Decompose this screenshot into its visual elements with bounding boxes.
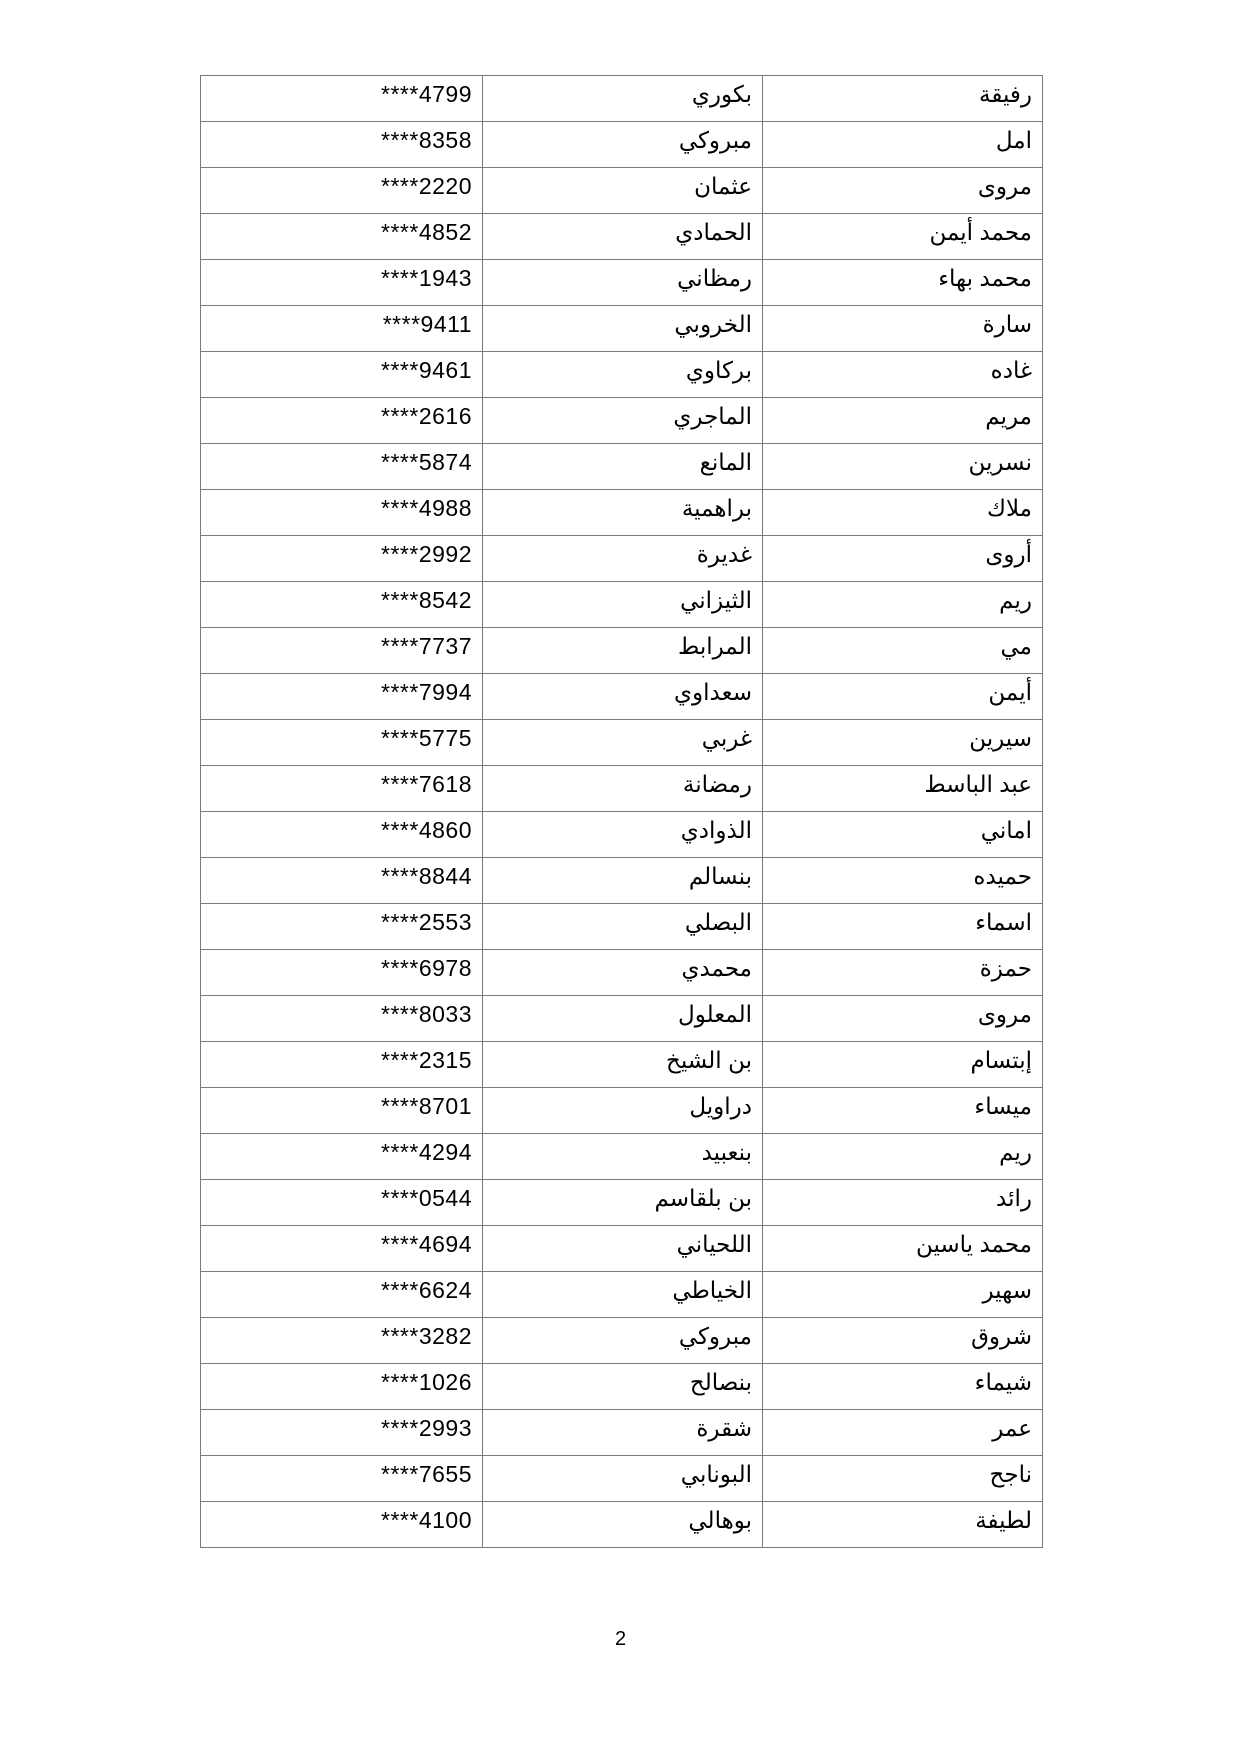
id-code-text: ****9461: [381, 357, 472, 383]
first-name-cell: ميساء: [763, 1088, 1043, 1134]
id-code-text: ****6978: [381, 955, 472, 981]
id-code-text: ****4100: [381, 1507, 472, 1533]
id-code-text: ****7655: [381, 1461, 472, 1487]
last-name-cell: الذوادي: [483, 812, 763, 858]
id-code-cell: [201, 1318, 483, 1364]
first-name-cell: نسرين: [763, 444, 1043, 490]
first-name-cell: رائد: [763, 1180, 1043, 1226]
id-code-text: ****4860: [381, 817, 472, 843]
first-name-cell: ريم: [763, 582, 1043, 628]
last-name-cell: براهمية: [483, 490, 763, 536]
table-row: [201, 904, 1043, 950]
id-code-text: ****8844: [381, 863, 472, 889]
id-code-text: ****4694: [381, 1231, 472, 1257]
last-name-cell: غربي: [483, 720, 763, 766]
table-row: [201, 76, 1043, 122]
last-name-cell: اللحياني: [483, 1226, 763, 1272]
table-row: [201, 306, 1043, 352]
table-row: [201, 858, 1043, 904]
table-row: [201, 1456, 1043, 1502]
id-code-text: ****5874: [381, 449, 472, 475]
first-name-cell: ناجح: [763, 1456, 1043, 1502]
last-name-cell: الثيزاني: [483, 582, 763, 628]
id-code-cell: [201, 76, 483, 122]
last-name-cell: بركاوي: [483, 352, 763, 398]
table-row: [201, 582, 1043, 628]
id-code-text: ****7994: [381, 679, 472, 705]
first-name-cell: اماني: [763, 812, 1043, 858]
page-number: 2: [614, 1628, 627, 1650]
table-row: [201, 1502, 1043, 1548]
id-code-cell: [201, 812, 483, 858]
id-code-text: ****7618: [381, 771, 472, 797]
id-code-text: ****0544: [381, 1185, 472, 1211]
table-row: [201, 1272, 1043, 1318]
id-code-text: ****3282: [381, 1323, 472, 1349]
first-name-cell: ريم: [763, 1134, 1043, 1180]
last-name-cell: بكوري: [483, 76, 763, 122]
table-row: [201, 950, 1043, 996]
id-code-text: ****9411: [382, 311, 472, 337]
id-code-cell: [201, 996, 483, 1042]
table-row: [201, 444, 1043, 490]
id-code-cell: [201, 674, 483, 720]
first-name-cell: محمد بهاء: [763, 260, 1043, 306]
table-row: [201, 1364, 1043, 1410]
last-name-cell: بوهالي: [483, 1502, 763, 1548]
id-code-cell: [201, 1042, 483, 1088]
id-code-cell: [201, 1134, 483, 1180]
id-code-cell: [201, 1180, 483, 1226]
id-code-cell: [201, 1088, 483, 1134]
last-name-cell: الخروبي: [483, 306, 763, 352]
id-code-cell: [201, 582, 483, 628]
id-code-text: ****6624: [381, 1277, 472, 1303]
last-name-cell: المعلول: [483, 996, 763, 1042]
id-code-text: ****1943: [381, 265, 472, 291]
first-name-cell: حميده: [763, 858, 1043, 904]
id-code-cell: [201, 904, 483, 950]
last-name-cell: محمدي: [483, 950, 763, 996]
id-code-cell: [201, 766, 483, 812]
first-name-cell: مريم: [763, 398, 1043, 444]
table-row: [201, 1134, 1043, 1180]
first-name-cell: أروى: [763, 536, 1043, 582]
id-code-cell: [201, 720, 483, 766]
names-table-body: [201, 76, 1043, 1548]
first-name-cell: ملاك: [763, 490, 1043, 536]
id-code-cell: [201, 398, 483, 444]
id-code-cell: [201, 1410, 483, 1456]
id-code-text: ****2993: [381, 1415, 472, 1441]
id-code-cell: [201, 1502, 483, 1548]
id-code-cell: [201, 628, 483, 674]
last-name-cell: بنسالم: [483, 858, 763, 904]
first-name-cell: عبد الباسط: [763, 766, 1043, 812]
first-name-cell: إبتسام: [763, 1042, 1043, 1088]
last-name-cell: مبروكي: [483, 1318, 763, 1364]
id-code-cell: [201, 1226, 483, 1272]
last-name-cell: رمظاني: [483, 260, 763, 306]
first-name-cell: عمر: [763, 1410, 1043, 1456]
table-row: [201, 352, 1043, 398]
table-row: [201, 996, 1043, 1042]
first-name-cell: لطيفة: [763, 1502, 1043, 1548]
id-code-cell: [201, 444, 483, 490]
first-name-cell: سيرين: [763, 720, 1043, 766]
last-name-cell: سعداوي: [483, 674, 763, 720]
table-row: [201, 168, 1043, 214]
first-name-cell: سارة: [763, 306, 1043, 352]
id-code-cell: [201, 536, 483, 582]
table-row: [201, 1088, 1043, 1134]
table-row: [201, 1226, 1043, 1272]
first-name-cell: رفيقة: [763, 76, 1043, 122]
table-row: [201, 536, 1043, 582]
first-name-cell: غاده: [763, 352, 1043, 398]
first-name-cell: محمد ياسين: [763, 1226, 1043, 1272]
table-row: [201, 1410, 1043, 1456]
last-name-cell: بنعبيد: [483, 1134, 763, 1180]
id-code-text: ****8033: [381, 1001, 472, 1027]
id-code-cell: [201, 352, 483, 398]
first-name-cell: شيماء: [763, 1364, 1043, 1410]
table-row: [201, 398, 1043, 444]
table-row: [201, 490, 1043, 536]
last-name-cell: البونابي: [483, 1456, 763, 1502]
last-name-cell: البصلي: [483, 904, 763, 950]
first-name-cell: اسماء: [763, 904, 1043, 950]
first-name-cell: مروى: [763, 996, 1043, 1042]
last-name-cell: المانع: [483, 444, 763, 490]
first-name-cell: سهير: [763, 1272, 1043, 1318]
id-code-text: ****2553: [381, 909, 472, 935]
id-code-cell: [201, 1364, 483, 1410]
id-code-cell: [201, 168, 483, 214]
last-name-cell: غديرة: [483, 536, 763, 582]
table-row: [201, 674, 1043, 720]
last-name-cell: بنصالح: [483, 1364, 763, 1410]
table-row: [201, 766, 1043, 812]
id-code-text: ****4988: [381, 495, 472, 521]
id-code-cell: [201, 950, 483, 996]
id-code-cell: [201, 1456, 483, 1502]
id-code-text: ****2315: [381, 1047, 472, 1073]
names-table: [200, 75, 1043, 1548]
id-code-cell: [201, 306, 483, 352]
table-row: [201, 812, 1043, 858]
id-code-text: ****8542: [381, 587, 472, 613]
table-row: [201, 260, 1043, 306]
table-row: [201, 214, 1043, 260]
id-code-cell: [201, 260, 483, 306]
id-code-cell: [201, 490, 483, 536]
id-code-text: ****1026: [381, 1369, 472, 1395]
first-name-cell: أيمن: [763, 674, 1043, 720]
table-row: [201, 1180, 1043, 1226]
first-name-cell: مي: [763, 628, 1043, 674]
last-name-cell: بن الشيخ: [483, 1042, 763, 1088]
id-code-text: ****2616: [381, 403, 472, 429]
id-code-text: ****4799: [381, 81, 472, 107]
first-name-cell: مروى: [763, 168, 1043, 214]
first-name-cell: حمزة: [763, 950, 1043, 996]
first-name-cell: محمد أيمن: [763, 214, 1043, 260]
id-code-text: ****8701: [381, 1093, 472, 1119]
table-row: [201, 1042, 1043, 1088]
id-code-text: ****2992: [381, 541, 472, 567]
id-code-cell: [201, 1272, 483, 1318]
id-code-text: ****7737: [381, 633, 472, 659]
last-name-cell: رمضانة: [483, 766, 763, 812]
first-name-cell: شروق: [763, 1318, 1043, 1364]
last-name-cell: بن بلقاسم: [483, 1180, 763, 1226]
last-name-cell: الخياطي: [483, 1272, 763, 1318]
table-row: [201, 628, 1043, 674]
id-code-text: ****4852: [381, 219, 472, 245]
table-row: [201, 1318, 1043, 1364]
table-row: [201, 720, 1043, 766]
last-name-cell: عثمان: [483, 168, 763, 214]
last-name-cell: الماجري: [483, 398, 763, 444]
last-name-cell: دراويل: [483, 1088, 763, 1134]
id-code-cell: [201, 214, 483, 260]
id-code-cell: [201, 858, 483, 904]
last-name-cell: الحمادي: [483, 214, 763, 260]
first-name-cell: امل: [763, 122, 1043, 168]
last-name-cell: المرابط: [483, 628, 763, 674]
id-code-text: ****8358: [381, 127, 472, 153]
last-name-cell: مبروكي: [483, 122, 763, 168]
id-code-text: ****5775: [381, 725, 472, 751]
id-code-text: ****2220: [381, 173, 472, 199]
last-name-cell: شقرة: [483, 1410, 763, 1456]
table-row: [201, 122, 1043, 168]
id-code-text: ****4294: [381, 1139, 472, 1165]
id-code-cell: [201, 122, 483, 168]
